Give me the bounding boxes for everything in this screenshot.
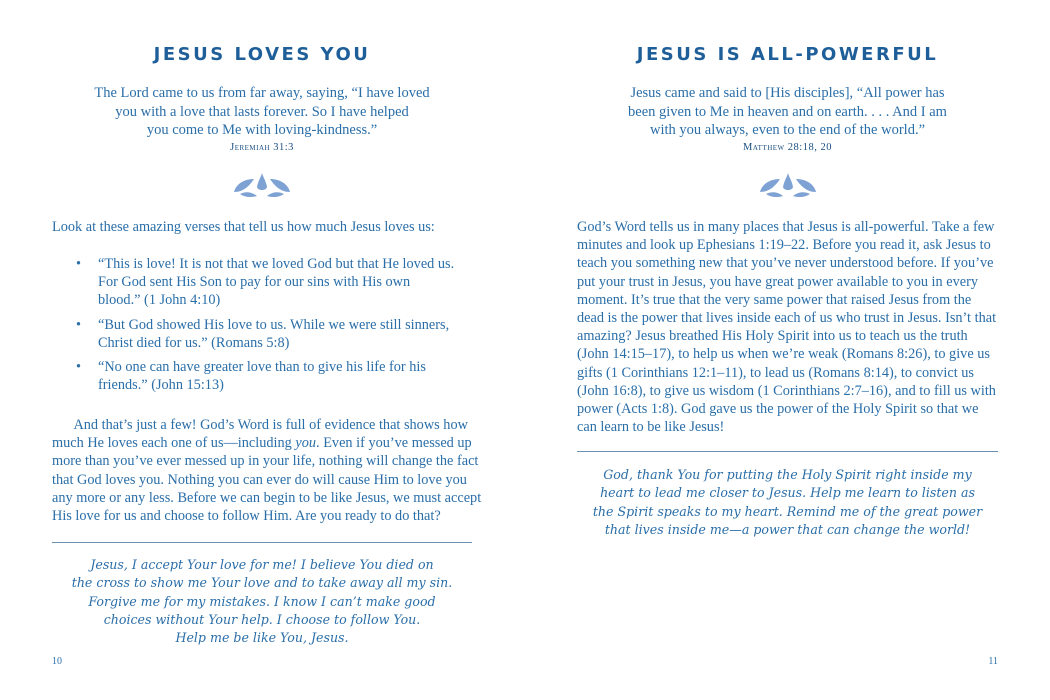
left-intro-text: Look at these amazing verses that tell us how much Jesus loves us:	[52, 219, 435, 235]
paragraph-line: minutes and look up Ephesians 1:19–22. Before you read it, ask Jesus to	[577, 237, 991, 254]
paragraph-line: His love for us and choose to follow Him. Are you ready to do that?	[52, 508, 441, 525]
paragraph-line: And that’s just a few! God’s Word is full of evidence that shows how	[52, 417, 468, 433]
verse-line: The Lord came to us from far away, saying, “I have loved	[94, 85, 430, 101]
left-prayer	[52, 556, 472, 647]
paragraph-line: that God loves you. Nothing you can ever do will cause Him to love you	[52, 471, 467, 488]
paragraph-line: teach you something new that you’ve never understood before. If you’ve	[577, 255, 994, 272]
water-drop-flourish-icon	[756, 170, 820, 200]
paragraph-line: more than you’ve ever messed up in your life, nothing will change the fact	[52, 453, 479, 470]
right-page	[577, 0, 998, 700]
list-item: • “This is love! It is not that we loved God but that He loved us. For God sent His Son to pay for our sins with His own blood.” (1 John 4:10)	[76, 255, 456, 310]
paragraph-line: dead is the power that lives inside each of us who trust in Jesus. Isn’t that	[577, 310, 997, 327]
right-page-title: JESUS IS ALL-POWERFUL	[636, 44, 939, 65]
text-run: . Even if you’ve messed up	[316, 435, 472, 452]
emphasis-you: you	[295, 435, 317, 452]
verse-line: you come to Me with loving-kindness.”	[146, 122, 378, 138]
verse-line: you with a love that lasts forever. So I have helped	[115, 103, 409, 120]
prayer-line: that lives inside me—a power that can change the world!	[604, 521, 971, 537]
paragraph-line: moment. It’s true that the very same power that raised Jesus from the	[577, 291, 972, 308]
paragraph-line	[52, 434, 472, 452]
section-divider	[52, 542, 472, 543]
prayer-line: Help me be like You, Jesus.	[175, 630, 349, 646]
water-drop-flourish-icon	[230, 170, 294, 200]
verse-reference: Jeremiah 31:3	[230, 141, 294, 153]
paragraph-line: any more or any less. Before we can begin to be like Jesus, we must accept	[52, 489, 482, 506]
left-page-title: JESUS LOVES YOU	[153, 44, 371, 65]
left-body-paragraph	[52, 416, 482, 525]
paragraph-line: power (Acts 1:8). God gave us the power of the Holy Spirit so that we	[577, 401, 979, 418]
paragraph-line: put your trust in Jesus, you have great power available to you in every	[577, 273, 979, 290]
list-item: • “No one can have greater love than to give his life for his friends.” (John 15:13)	[76, 358, 456, 394]
page-number: 10	[52, 656, 62, 667]
verse-line: with you always, even to the end of the world.”	[649, 122, 926, 138]
left-page	[52, 0, 482, 700]
paragraph-line: God’s Word tells us in many places that Jesus is all-powerful. Take a few	[577, 219, 995, 235]
verse-line: Jesus came and said to [His disciples], “All power has	[630, 85, 945, 101]
page-number: 11	[988, 656, 998, 667]
prayer-line: choices without Your help. I choose to follow You.	[103, 611, 421, 627]
paragraph-line: gifts (1 Corinthians 12:1–11), to lead us (Romans 8:14), to convict us	[577, 364, 974, 381]
prayer-line: the cross to show me Your love and to take away all my sin.	[71, 575, 453, 591]
list-item: • “But God showed His love to us. While we were still sinners, Christ died for us.” (Romans 5:8)	[76, 316, 456, 352]
verse-reference: Matthew 28:18, 20	[743, 141, 832, 153]
paragraph-line: (John 14:15–17), to help us when we’re weak (Romans 8:26), to give us	[577, 346, 990, 363]
paragraph-line: can learn to be like Jesus!	[577, 419, 725, 436]
paragraph-line: (John 16:8), to give us wisdom (1 Corinthians 2:7–16), and to fill us with	[577, 382, 996, 399]
verse-line: been given to Me in heaven and on earth. . . . And I am	[628, 103, 947, 120]
prayer-line: Jesus, I accept Your love for me! I believe You died on	[90, 557, 434, 572]
prayer-line: Forgive me for my mistakes. I know I can’t make good	[88, 593, 436, 609]
verse-list	[76, 255, 456, 400]
right-body-paragraph	[577, 218, 998, 436]
prayer-line: the Spirit speaks to my heart. Remind me of the great power	[592, 503, 983, 519]
right-key-verse	[577, 84, 998, 155]
section-divider	[577, 451, 998, 452]
prayer-line: heart to lead me closer to Jesus. Help me learn to listen as	[600, 485, 975, 501]
prayer-line: God, thank You for putting the Holy Spirit right inside my	[603, 467, 972, 482]
text-run: much He loves each one of us—including	[52, 435, 296, 452]
right-prayer	[577, 466, 998, 539]
left-key-verse	[52, 84, 472, 155]
paragraph-line: amazing? Jesus breathed His Holy Spirit into us to teach us the truth	[577, 328, 968, 345]
